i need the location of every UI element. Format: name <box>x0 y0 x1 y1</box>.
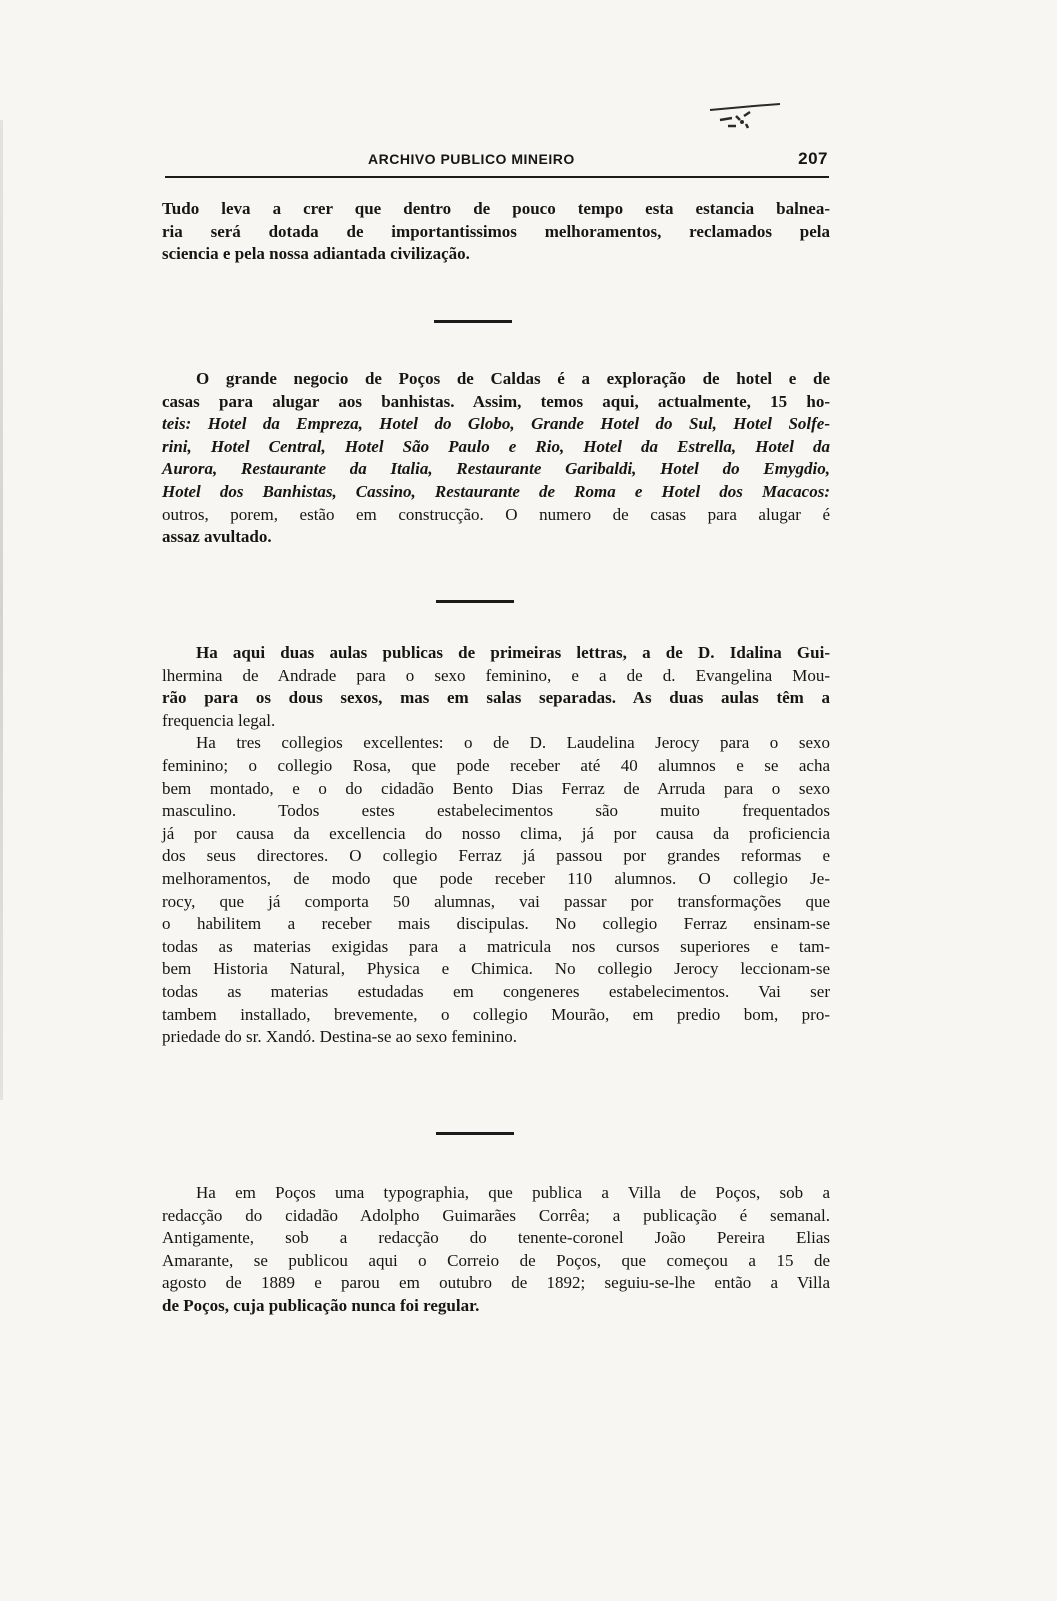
text-line: todas as materias estudadas em congeneres estabelecimentos. Vai ser <box>162 981 830 1001</box>
text-line: redacção do cidadão Adolpho Guimarães Corrêa; a publicação é semanal. <box>162 1205 830 1225</box>
paragraph-balneario <box>162 198 830 266</box>
text-line: tambem installado, brevemente, o collegio Mourão, em predio bom, pro- <box>162 1004 830 1024</box>
text-line: feminino; o collegio Rosa, que pode receber até 40 alumnos e se acha <box>162 755 830 775</box>
text-line: o habilitem a receber mais discipulas. No collegio Ferraz ensinam-se <box>162 914 830 934</box>
text-line: Hotel dos Banhistas, Cassino, Restaurante de Roma e Hotel dos Macacos: <box>162 481 830 501</box>
text-line: já por causa da excellencia do nosso clima, já por causa da proficiencia <box>162 823 830 843</box>
text-line: agosto de 1889 e parou em outubro de 1892; seguiu-se-lhe então a Villa <box>162 1273 830 1293</box>
text-line: O grande negocio de Poços de Caldas é a exploração de hotel e de <box>196 369 830 388</box>
text-line: rocy, que já comporta 50 alumnas, vai passar por transformações que <box>162 891 830 911</box>
text-line: melhoramentos, de modo que pode receber 110 alumnos. O collegio Je- <box>162 868 830 888</box>
text-line: bem montado, e o do cidadão Bento Dias Ferraz de Arruda para o sexo <box>162 778 830 798</box>
header-rule <box>165 176 829 178</box>
text-line: frequencia legal. <box>162 710 276 730</box>
section-separator <box>436 1132 514 1135</box>
text-line: sciencia e pela nossa adiantada civilização. <box>162 244 470 264</box>
text-line: assaz avultado. <box>162 527 272 547</box>
printer-ornament-icon <box>706 98 786 138</box>
text-line: de Poços, cuja publicação nunca foi regular. <box>162 1295 480 1315</box>
text-line: teis: Hotel da Empreza, Hotel do Globo, Grande Hotel do Sul, Hotel Solfe- <box>162 414 830 434</box>
section-separator <box>436 600 514 603</box>
text-line: Ha tres collegios excellentes: o de D. Laudelina Jerocy para o sexo <box>196 733 830 753</box>
text-line: Amarante, se publicou aqui o Correio de Poços, que começou a 15 de <box>162 1250 830 1270</box>
text-line: priedade do sr. Xandó. Destina-se ao sexo feminino. <box>162 1027 518 1047</box>
text-line: rão para os dous sexos, mas em salas separadas. As duas aulas têm a <box>162 688 830 708</box>
text-line: Ha aqui duas aulas publicas de primeiras lettras, a de D. Idalina Gui- <box>196 643 830 662</box>
running-title: ARCHIVO PUBLICO MINEIRO <box>368 151 575 167</box>
section-separator <box>434 320 512 323</box>
text-line: Ha em Poços uma typographia, que publica a Villa de Poços, sob a <box>196 1183 830 1202</box>
text-line: Antigamente, sob a redacção do tenente-coronel João Pereira Elias <box>162 1228 830 1248</box>
text-line: Aurora, Restaurante da Italia, Restaurante Garibaldi, Hotel do Emygdio, <box>162 459 830 479</box>
text-line: dos seus directores. O collegio Ferraz já passou por grandes reformas e <box>162 846 830 866</box>
text-line: Tudo leva a crer que dentro de pouco tempo esta estancia balnea- <box>162 199 830 218</box>
text-line: masculino. Todos estes estabelecimentos são muito frequentados <box>162 801 830 821</box>
paragraph-hoteis <box>162 368 830 549</box>
paragraph-typographia <box>162 1182 830 1318</box>
text-line: rini, Hotel Central, Hotel São Paulo e Rio, Hotel da Estrella, Hotel da <box>162 436 830 456</box>
text-line: ria será dotada de importantissimos melhoramentos, reclamados pela <box>162 221 830 241</box>
text-line: outros, porem, estão em construcção. O numero de casas para alugar é <box>162 504 830 524</box>
text-line: todas as materias exigidas para a matricula nos cursos superiores e tam- <box>162 936 830 956</box>
text-line: bem Historia Natural, Physica e Chimica. No collegio Jerocy leccionam-se <box>162 959 830 979</box>
text-line: casas para alugar aos banhistas. Assim, temos aqui, actualmente, 15 ho- <box>162 391 830 411</box>
page-binding-edge <box>0 120 3 1100</box>
paragraph-escolas <box>162 642 830 1049</box>
page-number: 207 <box>798 149 828 168</box>
running-header <box>368 149 828 173</box>
text-line: lhermina de Andrade para o sexo feminino, e a de d. Evangelina Mou- <box>162 665 830 685</box>
